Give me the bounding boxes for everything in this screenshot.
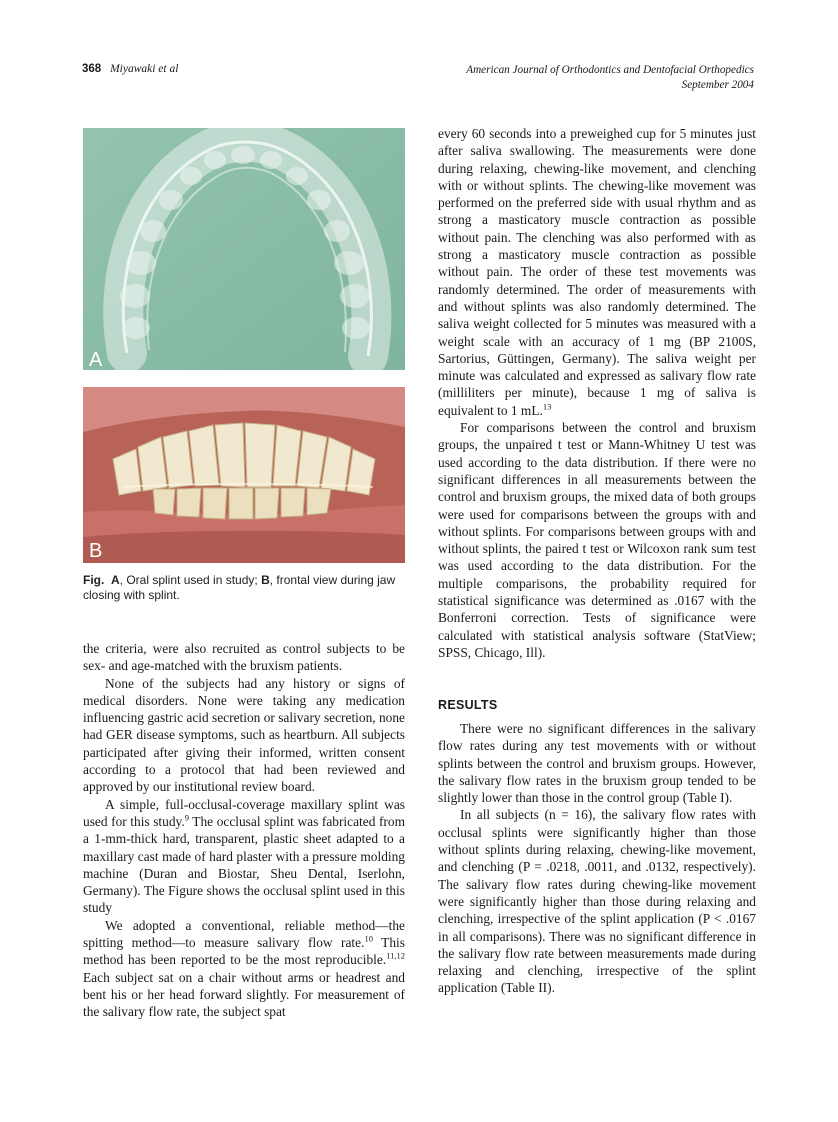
- citation: 9: [184, 812, 189, 823]
- figure-panel-b-teeth-photo: [83, 387, 405, 563]
- paragraph: In all subjects (n = 16), the salivary flow rates with occlusal splints were significantly higher than those without splints during relaxing, chewing-like movement, and clenching (P = .0218, .0011, and .0132, respectively). The salivary flow rates during chewing-like movement were significantly higher than those during relaxing and clenching, irrespective of the splint application (P < .0167 in all comparisons). There was no significant difference in the salivary flow rate between measurements made during relaxing and clenching, irrespective of the splint application (Table II).: [438, 807, 756, 996]
- panel-a-label: A: [89, 349, 103, 370]
- figure-panel-a-splint-photo: [83, 128, 405, 370]
- teeth-illustration: [83, 387, 405, 563]
- running-header-left: [82, 63, 178, 75]
- running-authors: Miyawaki et al: [110, 63, 179, 75]
- caption-text-a: , Oral splint used in study;: [119, 573, 262, 587]
- paragraph: None of the subjects had any history or signs of medical disorders. None were taking any medication influencing gastric acid secretion or salivary secretion, none had GER disease symptoms, such as heartburn. All subjects participated after giving their informed, written consent according to a protocol that had been reviewed and approved by our institutional review board.: [83, 675, 405, 795]
- paragraph: For comparisons between the control and bruxism groups, the unpaired t test or Mann-Whitney U test was used according to the data distribution. If there were no significant differences in all measurements between the control and bruxism groups, the mixed data of both groups were used for comparisons between the groups with and without splints. For comparisons between groups with and without splints, the paired t test or Wilcoxon rank sum test was used according to the data distribution. For the multiple comparisons, the probability required for statistical significance was determined as .0167 with the Bonferroni correction. Tests of significance were calculated with statistical analysis software (StatView; SPSS, Chicago, Ill).: [438, 420, 756, 660]
- right-column-methods-text: [438, 125, 756, 661]
- caption-label-b: B: [261, 573, 270, 587]
- caption-prefix: Fig.: [83, 573, 105, 587]
- citation: 13: [542, 401, 552, 412]
- panel-b-label: B: [89, 540, 103, 562]
- left-column-text: [83, 640, 405, 1021]
- running-header-right: [466, 63, 754, 92]
- caption-label-a: A: [111, 573, 120, 587]
- paragraph: the criteria, were also recruited as control subjects to be sex- and age-matched with the bruxism patients.: [83, 641, 405, 674]
- splint-illustration: [83, 128, 405, 370]
- issue-date: September 2004: [681, 78, 754, 91]
- citation: 11,12: [386, 950, 405, 961]
- journal-title: American Journal of Orthodontics and Dentofacial Orthopedics: [466, 64, 754, 76]
- paragraph: There were no significant differences in the salivary flow rates during any test movements with or without splints between the control and bruxism groups. However, the salivary flow rates in the bruxism group tended to be slightly lower than those in the control group (Table I).: [438, 721, 756, 806]
- page-number: 368: [82, 63, 102, 75]
- paragraph: every 60 seconds into a preweighed cup for 5 minutes just after saliva swallowing. The measurements were done during relaxing, chewing-like movement, and clenching with or without splints. The chewing-like movement was performed on the preferred side with usual rhythm and as strong a masticatory muscle contraction as possible without pain. The clenching was also performed with as strong a masticatory muscle contraction as possible without pain. The order of these test movements was randomly determined. The order of measurements with and without splints was also randomly determined. The saliva weight collected for 5 minutes was measured with a weight scale with an accuracy of 1 mg (BP 2100S, Sartorius, Güttingen, Germany). The saliva weight per minute was calculated and expressed as salivary flow rate (milliliters per minute), because 1 mg of saliva is equivalent to 1 mL.$^{13}$: [438, 126, 756, 418]
- section-heading-results: RESULTS: [438, 698, 498, 712]
- citation: 10: [364, 933, 373, 944]
- right-column-results-text: [438, 720, 756, 997]
- paragraph: We adopted a conventional, reliable method—the spitting method—to measure salivary flow rate.$^{10}$ This method has been reported to be the most reproducible.$^{11,12}$ Each subject sat on a chair without arms or headrest and bent his or her head forward slightly. For measurement of the salivary flow rate, the subject spat: [83, 917, 405, 1020]
- paragraph: A simple, full-occlusal-coverage maxillary splint was used for this study.$^9$ The occlusal splint was fabricated from a 1-mm-thick hard, transparent, plastic sheet adapted to a maxillary cast made of hard plaster with a pressure molding machine (Duran and Biostar, Sheu Dental, Iserlohn, Germany). The Figure shows the occlusal splint used in this study: [83, 796, 405, 916]
- caption-text-b: , frontal view during jaw closing with splint.: [83, 573, 396, 602]
- figure-caption: [83, 573, 407, 602]
